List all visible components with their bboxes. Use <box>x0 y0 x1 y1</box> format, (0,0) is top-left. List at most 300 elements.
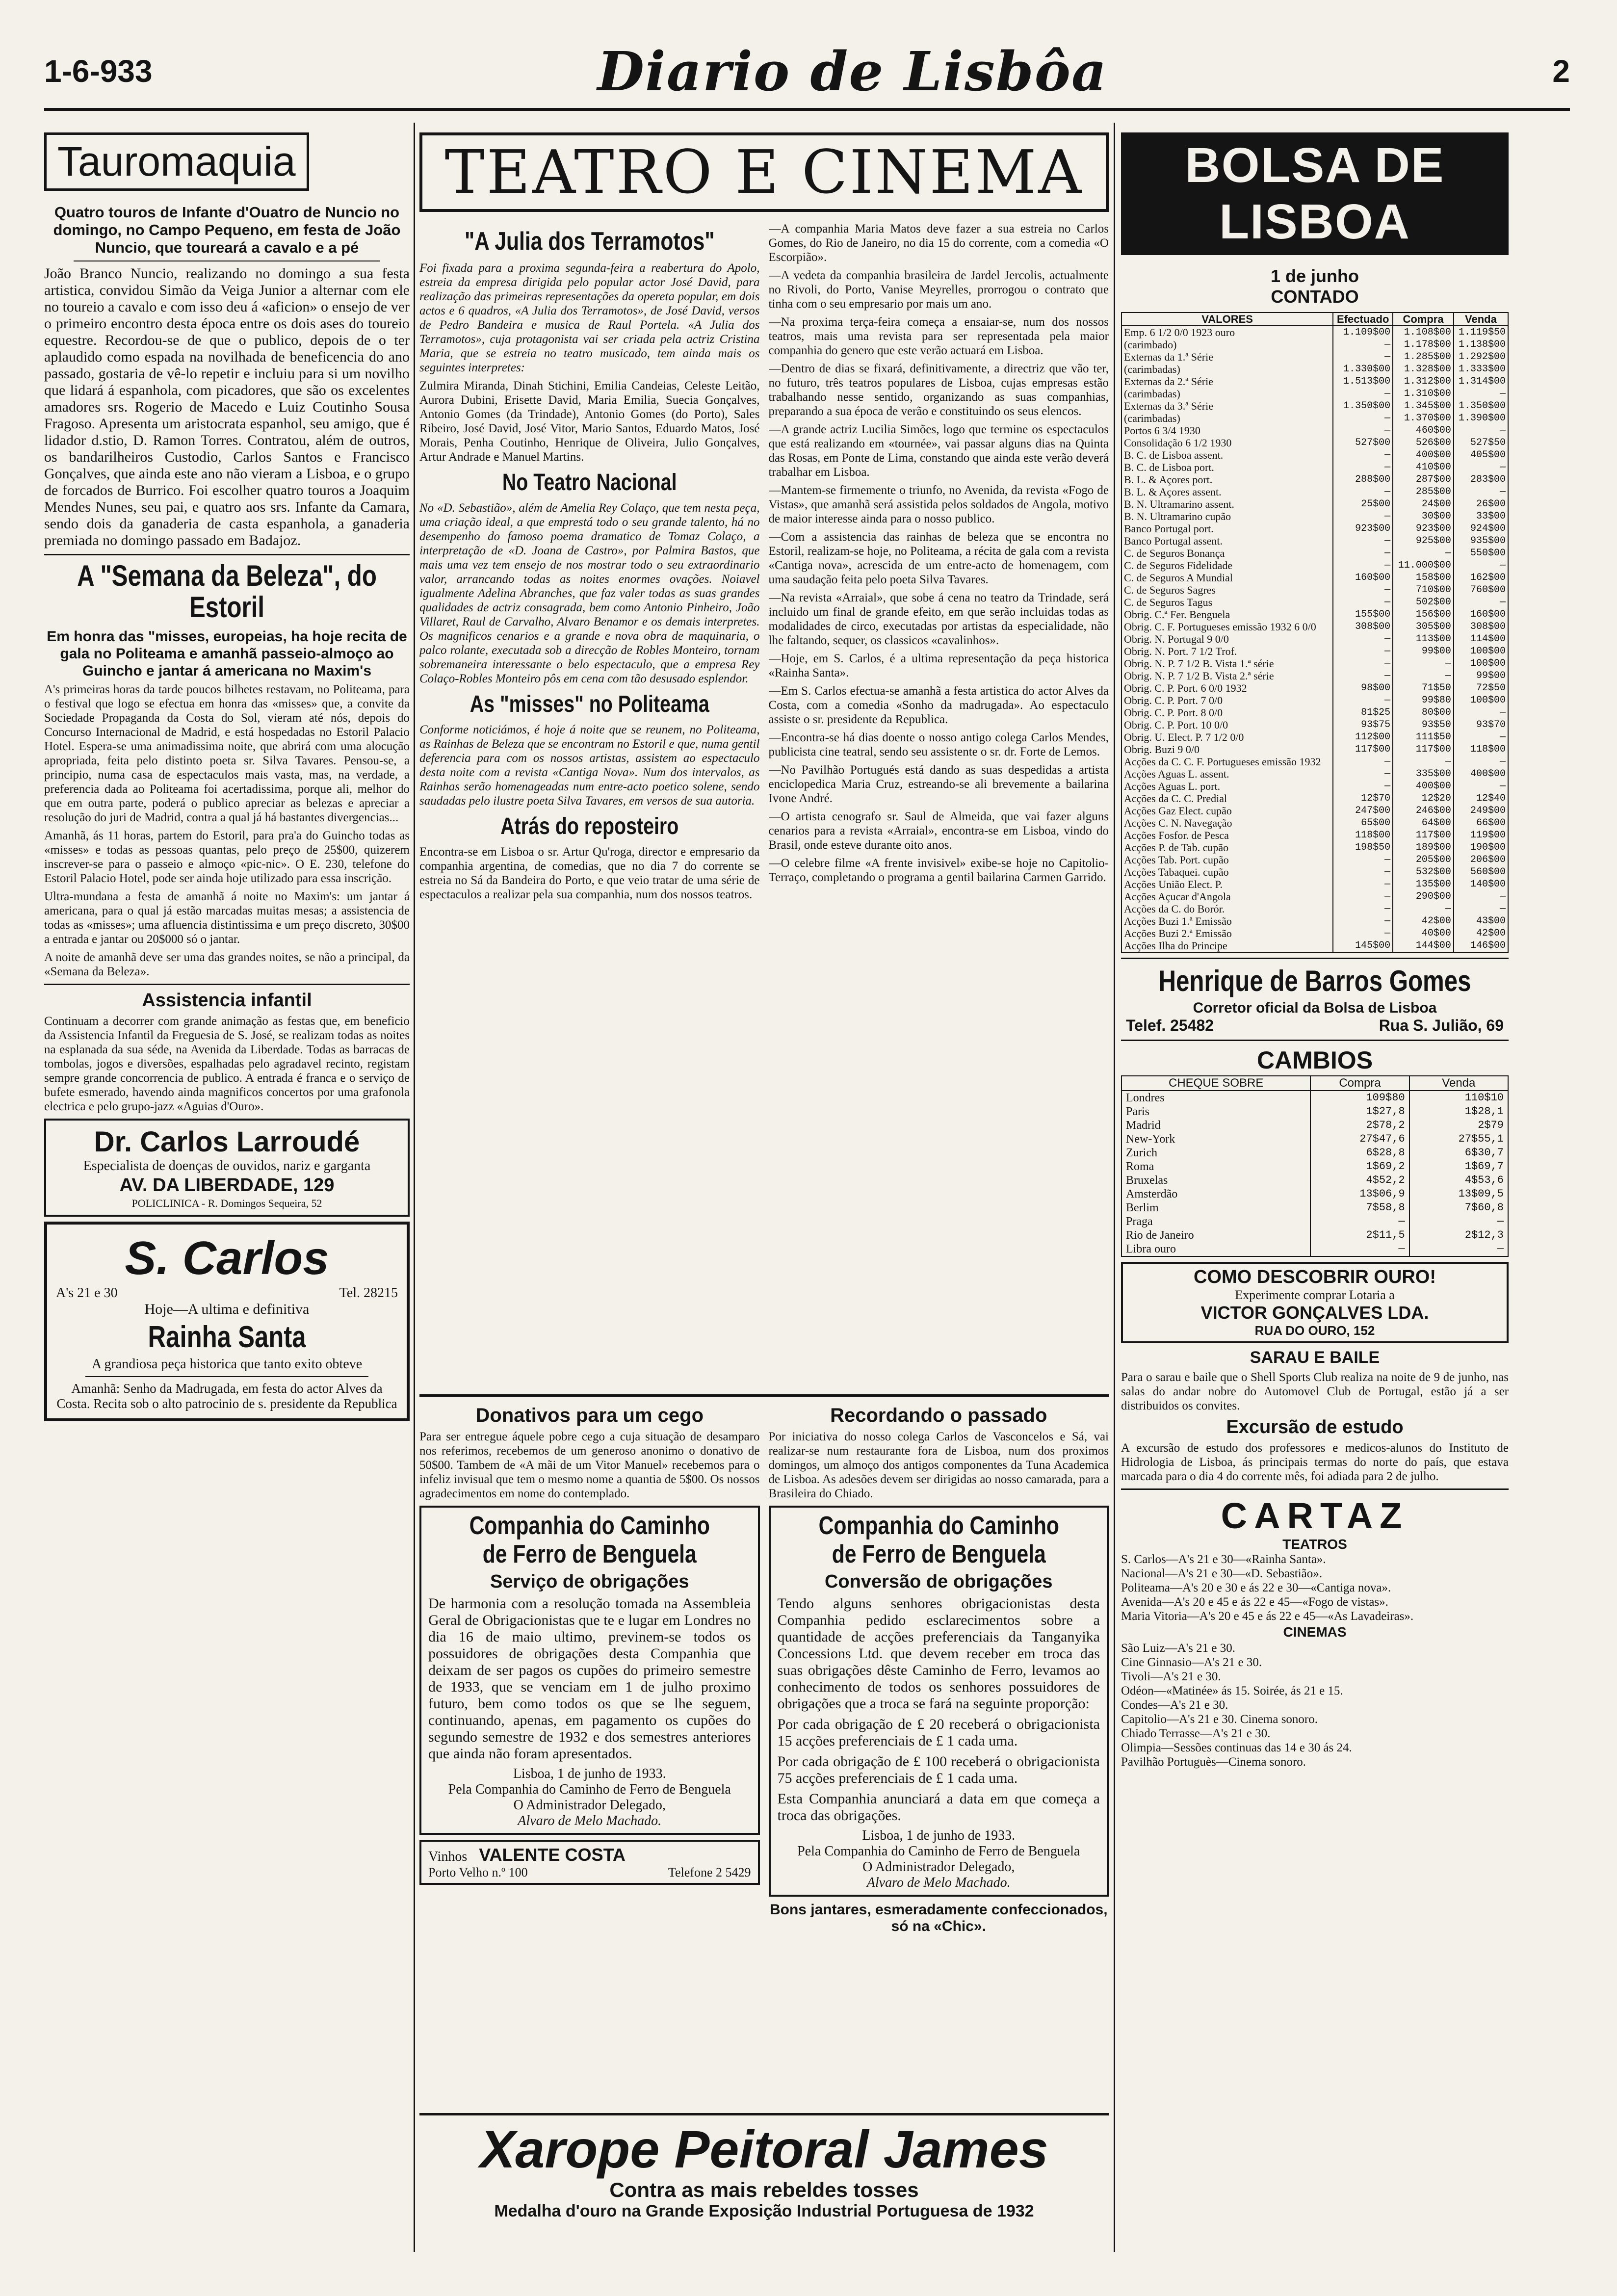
semana-beleza-paragraph: Amanhã, ás 11 horas, partem do Estoril, para pra'a do Guincho todas as «misses» e todas as pessoas quantas, pelo preço de 25$00, quizerem inscrever-se para o passeio e almoço «pic-nic». O E. 230, telefone do Estoril Palacio Hotel, pode ser ainda hoje utilizado para essa inscrição. <box>44 829 410 885</box>
bolsa-security: Obrig. C.ª Fer. Benguela <box>1121 608 1333 621</box>
bolsa-price: 26$00 <box>1454 498 1508 510</box>
bolsa-price: 288$00 <box>1333 473 1393 486</box>
bolsa-price: 25$00 <box>1333 498 1393 510</box>
ouro-ad <box>1121 1262 1509 1343</box>
scarlos-tel: Tel. 28215 <box>339 1285 398 1301</box>
bolsa-price: 93$70 <box>1454 719 1508 731</box>
barros-gomes-addr: Rua S. Julião, 69 <box>1379 1017 1504 1034</box>
bolsa-row <box>1121 326 1508 339</box>
bolsa-security: Obrig. N. Portugal 9 0/0 <box>1121 633 1333 645</box>
bolsa-row <box>1121 437 1508 449</box>
cambios-rate: 1$69,7 <box>1409 1160 1508 1174</box>
cambios-city: Londres <box>1121 1091 1310 1105</box>
bolsa-price: — <box>1333 351 1393 363</box>
bolsa-price: 532$00 <box>1393 866 1454 878</box>
cartaz-listing: Odéon—«Matinée» ás 15. Soirée, ás 21 e 15. <box>1121 1684 1343 1697</box>
bolsa-header: Venda <box>1454 313 1508 326</box>
bolsa-price: — <box>1454 559 1508 572</box>
bolsa-price: — <box>1333 424 1393 437</box>
bolsa-row <box>1121 866 1508 878</box>
column-teatro <box>419 132 1109 2247</box>
divider <box>419 2113 1109 2115</box>
bolsa-price: 113$00 <box>1393 633 1454 645</box>
bolsa-price: 1.138$00 <box>1454 339 1508 351</box>
cartaz-listing: Politeama—A's 20 e 30 e ás 22 e 30—«Cantiga nova». <box>1121 1581 1391 1594</box>
bolsa-price: 112$00 <box>1333 731 1393 743</box>
cambios-rate: 110$10 <box>1409 1091 1508 1105</box>
cambios-row <box>1121 1160 1508 1174</box>
divider <box>85 1376 368 1377</box>
masthead <box>44 34 1570 111</box>
bolsa-price: 111$50 <box>1393 731 1454 743</box>
cartaz-title: CARTAZ <box>1221 1495 1409 1536</box>
bolsa-price: 1.345$00 <box>1393 400 1454 412</box>
divider <box>419 1394 1109 1397</box>
teatro-note: —A vedeta da companhia brasileira de Jardel Jercolis, actualmente no Rivoli, do Porto, Vanise Meyrelles, prorrogou o contrato que tinha com o seu empresario por mais um ano. <box>768 269 1109 311</box>
benguela-servico-ad <box>419 1506 760 1835</box>
bolsa-row <box>1121 400 1508 412</box>
bolsa-row <box>1121 621 1508 633</box>
bolsa-security: B. N. Ultramarino assent. <box>1121 498 1333 510</box>
bolsa-price: — <box>1333 449 1393 461</box>
bolsa-price: 502$00 <box>1393 596 1454 608</box>
bolsa-security: Banco Portugal assent. <box>1121 535 1333 547</box>
bolsa-row <box>1121 645 1508 657</box>
bolsa-security: Externas da 3.ª Série <box>1121 400 1333 412</box>
bolsa-price: 206$00 <box>1454 854 1508 866</box>
benguela2-p2: Por cada obrigação de £ 100 receberá o obrigacionista 75 acções preferenciais de £ 1 cada uma. <box>777 1753 1100 1786</box>
bolsa-price: 924$00 <box>1454 522 1508 535</box>
semana-beleza-title: A "Semana da Beleza", do Estoril <box>77 559 377 624</box>
cambios-rate: 13$06,9 <box>1310 1187 1409 1201</box>
bolsa-price: 527$00 <box>1333 437 1393 449</box>
jantares-ad: Bons jantares, esmeradamente confeccionados, só na «Chic». <box>769 1902 1108 1934</box>
bolsa-price: — <box>1454 461 1508 473</box>
cartaz-listing: Olimpia—Sessões continuas das 14 e 30 ás 24. <box>1121 1741 1352 1754</box>
bolsa-row <box>1121 572 1508 584</box>
divider <box>44 554 410 555</box>
ouro-name: VICTOR GONÇALVES LDA. <box>1200 1303 1429 1323</box>
benguela2-sign1: Pela Companhia do Caminho de Ferro de Benguela <box>797 1844 1080 1859</box>
bolsa-price: 11.000$00 <box>1393 559 1454 572</box>
benguela2-date: Lisboa, 1 de junho de 1933. <box>862 1828 1016 1843</box>
benguela2-p1: Por cada obrigação de £ 20 receberá o obrigacionista 15 acções preferenciais de £ 1 cada uma. <box>777 1716 1100 1749</box>
bolsa-row <box>1121 486 1508 498</box>
cambios-table <box>1121 1075 1509 1257</box>
bolsa-row <box>1121 903 1508 915</box>
bolsa-price: 760$00 <box>1454 584 1508 596</box>
bolsa-price: 283$00 <box>1454 473 1508 486</box>
bolsa-price: 160$00 <box>1333 572 1393 584</box>
bolsa-header: VALORES <box>1121 313 1333 326</box>
bolsa-price: 1.328$00 <box>1393 363 1454 375</box>
bolsa-row <box>1121 682 1508 694</box>
bolsa-row <box>1121 694 1508 706</box>
bolsa-price: — <box>1333 510 1393 522</box>
cambios-row <box>1121 1242 1508 1256</box>
cambios-rate: 6$30,7 <box>1409 1146 1508 1160</box>
bolsa-price: — <box>1333 584 1393 596</box>
reposteiro-body: Encontra-se em Lisboa o sr. Artur Qu'roga, director e empresario da companhia argentina, de comedias, que no dia 7 do corrente se estreia no Sá da Bandeira do Porto, e que veio tratar de uma série de espectaculos a realizar pela sua companhia, num dos nossos teatros. <box>419 845 760 901</box>
bolsa-security: C. de Seguros A Mundial <box>1121 572 1333 584</box>
bolsa-row <box>1121 792 1508 805</box>
cartaz-listing: Capitolio—A's 21 e 30. Cinema sonoro. <box>1121 1713 1318 1726</box>
bolsa-price: 117$00 <box>1393 743 1454 756</box>
misses-title: As "misses" no Politeama <box>469 691 709 717</box>
masthead-date: 1-6-933 <box>44 53 153 89</box>
bolsa-price: — <box>1333 756 1393 768</box>
bolsa-price: — <box>1333 780 1393 792</box>
bolsa-row <box>1121 535 1508 547</box>
bolsa-security: Obrig. N. Port. 7 1/2 Trof. <box>1121 645 1333 657</box>
bolsa-price: 1.312$00 <box>1393 375 1454 388</box>
bolsa-price: 42$00 <box>1393 915 1454 927</box>
bolsa-price: 65$00 <box>1333 817 1393 829</box>
bolsa-row <box>1121 473 1508 486</box>
bolsa-price: — <box>1333 339 1393 351</box>
bolsa-price: 99$00 <box>1454 670 1508 682</box>
cartaz-listing: Tivoli—A's 21 e 30. <box>1121 1670 1221 1683</box>
benguela1-sign2: O Administrador Delegado, <box>513 1798 666 1813</box>
donativos-body: Para ser entregue áquele pobre cego a cuja situação de desamparo nos referimos, recebemos de um generoso anonimo o donativo de 50$00. Tambem de «A mãi de um Vitor Manuel» recebemos para o infeliz invisual que tem o mesmo nome a quantia de 5$00. Os nossos agradecimentos em nome do contemplado. <box>419 1430 760 1500</box>
bolsa-price: 100$00 <box>1454 645 1508 657</box>
benguela2-sign3: Alvaro de Melo Machado. <box>866 1875 1011 1890</box>
bolsa-price: 24$00 <box>1393 498 1454 510</box>
bolsa-price: 205$00 <box>1393 854 1454 866</box>
cambios-rate: 7$58,8 <box>1310 1201 1409 1215</box>
cambios-rate: 27$55,1 <box>1409 1132 1508 1146</box>
bolsa-security: Acções C. N. Navegação <box>1121 817 1333 829</box>
tauromaquia-body: João Branco Nuncio, realizando no domingo a sua festa artistica, convidou Simão da Veiga Junior a alternar com ele no toureio a cavalo e com isso deu á «aficion» o ensejo de ver o primeiro encontro desta época entre os dois ases do toureio equestre. Recordou-se de que o publico, depois de o ter aplaudido como espada na novilhada de beneficencia do ano passado, gostaria de vê-lo repetir e incluiu para si um novilho que lidará á espanhola, com picadores, que são os excelentes amadores srs. Rogerio de Macedo e Luiz Coutinho Sousa Fragoso. Apresenta um aristocrata espanhol, seu amigo, que é lidador d.stio, D. Ramon Torres. Contratou, além de outros, os bandarilheiros Custodio, Carlos Santos e Francisco Gonçalves, que ainda este ano não vieram a Lisboa, e o grupo de forcados de Burrico. Foi escolher quatro touros a Joaquim Mendes Nunes, seu pai, e quatro aos srs. Infante da Camara, sendo dois da ganaderia de casta espanhola, a ganaderia premiada no domingo passado em Badajoz. <box>44 265 410 548</box>
larroude-clinic: POLICLINICA - R. Domingos Sequeira, 52 <box>131 1197 322 1209</box>
benguela1-body: De harmonia com a resolução tomada na Assembleia Geral de Obrigacionistas que te e lugar em Londres no dia 16 de maio ultimo, previnem-se todos os possuidores de obrigações desta Companhia que deixam de ser pagos os cupões do primeiro semestre de 1933, que se venciam em 1 de julho proximo futuro, bem como todos os que se lhe seguem, continuando, apenas, em pagamento os cupões do segundo semestre de 1932 e dos semestres anteriores que ainda não foram apresentados. <box>428 1595 751 1762</box>
bolsa-price: 158$00 <box>1393 572 1454 584</box>
larroude-name: Dr. Carlos Larroudé <box>94 1126 360 1158</box>
cambios-rate: — <box>1409 1242 1508 1256</box>
bolsa-price: 305$00 <box>1393 621 1454 633</box>
bolsa-price: 1.314$00 <box>1454 375 1508 388</box>
bolsa-price: 66$00 <box>1454 817 1508 829</box>
teatro-note: —Com a assistencia das rainhas de beleza que se encontra no Estoril, realizam-se hoje, no Politeama, a récita de gala com a revista «Cantiga nova», acrescida de um entre-acto de homenagem, com uma saudação feita pelo poeta Silva Tavares. <box>768 530 1109 586</box>
divider <box>1121 1040 1509 1041</box>
scarlos-tomorrow: Amanhã: Senho da Madrugada, em festa do actor Alves da Costa. Recita sob o alto patrocinio de s. presidente da Republica <box>56 1381 397 1411</box>
bolsa-security: Obrig. C. P. Port. 7 0/0 <box>1121 694 1333 706</box>
bolsa-price: — <box>1333 854 1393 866</box>
bolsa-row <box>1121 559 1508 572</box>
bolsa-security: Acções Gaz Elect. cupão <box>1121 805 1333 817</box>
bolsa-price: 114$00 <box>1454 633 1508 645</box>
bolsa-price: — <box>1393 547 1454 559</box>
teatro-note: —Mantem-se firmemente o triunfo, no Avenida, da revista «Fogo de Vistas», que amanhã será assistida pelos soldados de Angola, motivo de maior interesse ainda para o nosso publico. <box>768 484 1109 525</box>
bolsa-row <box>1121 608 1508 621</box>
bolsa-price: — <box>1333 461 1393 473</box>
julia-cast: Zulmira Miranda, Dinah Stichini, Emilia Candeias, Celeste Leitão, Aurora Dubini, Erisette David, Maria Emilia, Suecia Gonçalves, Antonio Gomes (da Trindade), Antonio Gomes (do Porto), Sales Ribeiro, José David, José Vitor, Mario Santos, Eduardo Matos, José Morais, Penha Coutinho, Henrique de Oliveira, Julio Gonçalves, Artur Andrade e Manuel Martins. <box>419 379 760 464</box>
semana-beleza-paragraph: A's primeiras horas da tarde poucos bilhetes restavam, no Politeama, para o festival que logo se efectua em honra das «misses» que, a convite da Sociedade Propaganda da Costa do Sol, vieram até nós, depois do Concurso Internacional de Madrid, e está hospedadas no Estoril Palacio Hotel. Espera-se uma animadissima noite, que abrirá com uma alocução apropriada, feita pelo distinto poeta sr. Silva Tavares. Pensou-se, a principio, numa casa de espectaculos mais vasta, mas, na verdade, a preferencia dada ao Politeama foi acertadissima, porque ali, melhor do que em outra parte, poderá o publico apreciar as belezas e apreciar a resolução do juri de Madrid, contra a qual já há bastantes divergencias... <box>44 683 410 824</box>
bolsa-price: — <box>1333 547 1393 559</box>
cambios-row <box>1121 1187 1508 1201</box>
teatro-note: —O artista cenografo sr. Saul de Almeida, que vai fazer alguns cenarios para a revista «Arraial», encontra-se em Lisboa, vindo do Brasil, onde esteve durante oito anos. <box>768 810 1109 852</box>
column-rule <box>1114 123 1115 2252</box>
bolsa-price: 249$00 <box>1454 805 1508 817</box>
bolsa-price: 1.370$00 <box>1393 412 1454 424</box>
ouro-line: Experimente comprar Lotaria a <box>1235 1288 1395 1302</box>
bolsa-price: 1.119$50 <box>1454 326 1508 339</box>
scarlos-play: Rainha Santa <box>148 1320 306 1354</box>
bolsa-row <box>1121 841 1508 854</box>
bolsa-security: Acções Aguas L. port. <box>1121 780 1333 792</box>
bolsa-price: 400$00 <box>1393 780 1454 792</box>
bolsa-price: 400$00 <box>1454 768 1508 780</box>
cambios-rate: — <box>1310 1242 1409 1256</box>
tauromaquia-headline: Quatro touros de Infante d'Ouatro de Nuncio no domingo, no Campo Pequeno, em festa de João Nuncio, que toureará a cavalo e a pé <box>53 204 401 256</box>
benguela1-sign3: Alvaro de Melo Machado. <box>518 1813 662 1828</box>
bolsa-price: 1.330$00 <box>1333 363 1393 375</box>
bolsa-price: 1.513$00 <box>1333 375 1393 388</box>
bolsa-price: 81$25 <box>1333 706 1393 719</box>
bolsa-row <box>1121 388 1508 400</box>
cambios-rate: 2$11,5 <box>1310 1228 1409 1242</box>
benguela1-date: Lisboa, 1 de junho de 1933. <box>513 1766 666 1781</box>
bolsa-price: 118$00 <box>1454 743 1508 756</box>
cambios-row <box>1121 1119 1508 1132</box>
bolsa-row <box>1121 731 1508 743</box>
cambios-rate: 7$60,8 <box>1409 1201 1508 1215</box>
bolsa-price: — <box>1333 903 1393 915</box>
bolsa-security: Acções Ilha do Principe <box>1121 939 1333 952</box>
bolsa-price: 1.310$00 <box>1393 388 1454 400</box>
bolsa-price: 12$70 <box>1333 792 1393 805</box>
bolsa-row <box>1121 854 1508 866</box>
bolsa-security: Acções Aguas L. assent. <box>1121 768 1333 780</box>
bolsa-security: Banco Portugal port. <box>1121 522 1333 535</box>
bolsa-row <box>1121 939 1508 952</box>
cartaz-listing: Avenida—A's 20 e 45 e ás 22 e 45—«Fogo de vistas». <box>1121 1595 1388 1609</box>
bolsa-security: B. L. & Açores assent. <box>1121 486 1333 498</box>
bolsa-price: — <box>1333 694 1393 706</box>
bolsa-price: 93$75 <box>1333 719 1393 731</box>
cambios-rate: 13$09,5 <box>1409 1187 1508 1201</box>
cartaz-cinemas-label: CINEMAS <box>1283 1624 1347 1640</box>
bolsa-row <box>1121 706 1508 719</box>
bolsa-security: Obrig. C. F. Portugueses emissão 1932 6 0/0 <box>1121 621 1333 633</box>
barros-gomes-name: Henrique de Barros Gomes <box>1158 965 1471 997</box>
bolsa-row <box>1121 449 1508 461</box>
bolsa-price: — <box>1393 657 1454 670</box>
cambios-rate: 27$47,6 <box>1310 1132 1409 1146</box>
cambios-rate: 1$69,2 <box>1310 1160 1409 1174</box>
teatro-note: —Dentro de dias se fixará, definitivamente, a directriz que vão ter, no futuro, três teatros populares de Lisboa, cujas empresas estão trabalhando nesse sentido, organizando as suas companhias, preparando a sua época de verão e constituindo os seus elencos. <box>768 362 1109 418</box>
bolsa-price: 335$00 <box>1393 768 1454 780</box>
teatro-note: —A companhia Maria Matos deve fazer a sua estreia no Carlos Gomes, do Rio de Janeiro, no dia 15 do corrente, com a comedia «O Escorpião». <box>768 222 1109 264</box>
bolsa-security: B. C. de Lisboa assent. <box>1121 449 1333 461</box>
bolsa-price: 118$00 <box>1333 829 1393 841</box>
nacional-body: No «D. Sebastião», além de Amelia Rey Colaço, que tem nesta peça, uma criação ideal, a que emprestá todo o seu grande talento, há no desempenho do famoso poema dramatico de Tomaz Colaço, a interpretação de «D. Joana de Castro», por Palmira Bastos, que mais uma vez tem ensejo de nos mostrar todo o seu extraordinario valor, arrancando todas as noites enormes ovações. Noiavel igualmente Adelina Abranches, que faz valer todas as suas grandes qualidades de actriz consagrada, bem como Antonio Pinheiro, João Villaret, Raul de Carvalho, Alvaro Benamor e os demais interpretes. Os magnificos cenarios e a grande e nova obra de maquinaria, o palco rolante, executada sob a direcção de Robles Monteiro, tornam sobremaneira interessante o belo espectaculo, que a empresa Rey Colaço-Robles Monteiro pôs em cena com tão desusado esplendor. <box>419 501 760 685</box>
scarlos-ad <box>44 1222 410 1421</box>
larroude-ad <box>44 1119 410 1217</box>
cambios-rate: 1$27,8 <box>1310 1105 1409 1119</box>
scarlos-desc: A grandiosa peça historica que tanto exito obteve <box>91 1357 363 1372</box>
bolsa-price: — <box>1393 670 1454 682</box>
scarlos-title: S. Carlos <box>125 1232 329 1284</box>
bolsa-row <box>1121 817 1508 829</box>
cambios-rate: — <box>1409 1215 1508 1228</box>
cambios-row <box>1121 1215 1508 1228</box>
bolsa-price: — <box>1333 927 1393 939</box>
bolsa-price: — <box>1454 731 1508 743</box>
bolsa-security: B. N. Ultramarino cupão <box>1121 510 1333 522</box>
bolsa-price: 1.333$00 <box>1454 363 1508 375</box>
bolsa-price: 30$00 <box>1393 510 1454 522</box>
cambios-city: Roma <box>1121 1160 1310 1174</box>
bolsa-price: 72$50 <box>1454 682 1508 694</box>
reposteiro-title: Atrás do reposteiro <box>500 813 679 839</box>
teatro-note: —Encontra-se há dias doente o nosso antigo colega Carlos Mendes, publicista cine teatral, sendo seu assistente o sr. dr. Forte de Lemos. <box>768 731 1109 758</box>
bolsa-row <box>1121 510 1508 522</box>
bolsa-price: 162$00 <box>1454 572 1508 584</box>
bolsa-price: 100$00 <box>1454 694 1508 706</box>
recordando-body: Por iniciativa do nosso colega Carlos de Vasconcelos e Sá, vai realizar-se num restaurante fora de Lisboa, num dos proximos domingos, um almoço dos antigos componentes da Tuna Academica de Lisboa. As adesões devem ser dirigidas ao nosso camarada, para a Brasileira do Chiado. <box>768 1430 1109 1500</box>
bolsa-price: 925$00 <box>1393 535 1454 547</box>
cambios-rate: 1$28,1 <box>1409 1105 1508 1119</box>
cartaz-listing: Maria Vitoria—A's 20 e 45 e ás 22 e 45—«As Lavadeiras». <box>1121 1610 1414 1623</box>
bolsa-security: Obrig. N. P. 7 1/2 B. Vista 2.ª série <box>1121 670 1333 682</box>
larroude-specialty: Especialista de doenças de ouvidos, nariz e garganta <box>83 1158 371 1174</box>
bolsa-price: 155$00 <box>1333 608 1393 621</box>
bolsa-row <box>1121 596 1508 608</box>
xarope-medal: Medalha d'ouro na Grande Exposição Industrial Portuguesa de 1932 <box>494 2202 1034 2220</box>
bolsa-row <box>1121 915 1508 927</box>
cambios-city: Amsterdão <box>1121 1187 1310 1201</box>
semana-beleza-paragraph: A noite de amanhã deve ser uma das grandes noites, se não a principal, da «Semana da Beleza». <box>44 951 410 978</box>
cambios-rate: 2$79 <box>1409 1119 1508 1132</box>
bolsa-price: 145$00 <box>1333 939 1393 952</box>
bolsa-price: 923$00 <box>1393 522 1454 535</box>
cambios-city: New-York <box>1121 1132 1310 1146</box>
teatro-note: —Na proxima terça-feira começa a ensaiar-se, num dos nossos teatros, mais uma revista para ser representada pela maior companhia do genero que este verão actuará em Lisboa. <box>768 315 1109 357</box>
bolsa-security: Obrig. C. P. Port. 10 0/0 <box>1121 719 1333 731</box>
cartaz-listing: Chiado Terrasse—A's 21 e 30. <box>1121 1727 1271 1740</box>
bolsa-price: 119$00 <box>1454 829 1508 841</box>
bolsa-price: — <box>1333 768 1393 780</box>
bolsa-price: — <box>1454 388 1508 400</box>
cambios-rate: — <box>1310 1215 1409 1228</box>
bolsa-price: 923$00 <box>1333 522 1393 535</box>
vinhos-label: Vinhos <box>428 1849 468 1864</box>
cambios-header: CHEQUE SOBRE <box>1121 1076 1310 1091</box>
cartaz-listing: Condes—A's 21 e 30. <box>1121 1698 1228 1712</box>
cambios-row <box>1121 1201 1508 1215</box>
bolsa-security: Portos 6 3/4 1930 <box>1121 424 1333 437</box>
bolsa-price: — <box>1333 559 1393 572</box>
cambios-city: Rio de Janeiro <box>1121 1228 1310 1242</box>
bolsa-security: Emp. 6 1/2 0/0 1923 ouro <box>1121 326 1333 339</box>
bolsa-security: C. de Seguros Tagus <box>1121 596 1333 608</box>
bolsa-row <box>1121 633 1508 645</box>
bolsa-security: C. de Seguros Sagres <box>1121 584 1333 596</box>
bolsa-row <box>1121 743 1508 756</box>
bolsa-row <box>1121 768 1508 780</box>
cambios-row <box>1121 1132 1508 1146</box>
bolsa-security: B. C. de Lisboa port. <box>1121 461 1333 473</box>
bolsa-price: 99$80 <box>1393 694 1454 706</box>
cambios-row <box>1121 1146 1508 1160</box>
vinhos-product: Porto Velho n.º 100 <box>428 1865 528 1879</box>
bolsa-price: 99$00 <box>1393 645 1454 657</box>
assistencia-title: Assistencia infantil <box>142 990 312 1011</box>
cambios-header: Compra <box>1310 1076 1409 1091</box>
bolsa-security: Acções P. de Tab. cupão <box>1121 841 1333 854</box>
bolsa-security: C. de Seguros Fidelidade <box>1121 559 1333 572</box>
bolsa-security: Acções Tab. Port. cupão <box>1121 854 1333 866</box>
bolsa-price: 12$20 <box>1393 792 1454 805</box>
bolsa-price: 64$00 <box>1393 817 1454 829</box>
cambios-header: Venda <box>1409 1076 1508 1091</box>
misses-body: Conforme noticiámos, é hoje á noite que se reunem, no Politeama, as Rainhas de Beleza que se encontram no Estoril e que, numa gentil deferencia para com os nossos artistas, assistem ao espectaculo desta noite com a revista «Cantiga Nova». Num dos intervalos, as Rainhas serão homenageadas num entre-acto poetico solene, sendo saudadas pelo ilustre poeta Silva Tavares, em versos de sua autoria. <box>419 723 760 808</box>
scarlos-time: A's 21 e 30 <box>56 1285 118 1301</box>
vinhos-ad <box>419 1840 760 1885</box>
divider <box>44 984 410 985</box>
bolsa-price: 410$00 <box>1393 461 1454 473</box>
column-tauromaquia <box>44 132 410 2247</box>
bolsa-price: 80$00 <box>1393 706 1454 719</box>
barros-gomes-role: Corretor oficial da Bolsa de Lisboa <box>1193 1000 1437 1016</box>
cartaz-listing: Nacional—A's 21 e 30—«D. Sebastião». <box>1121 1567 1322 1580</box>
bolsa-header: Compra <box>1393 313 1454 326</box>
bolsa-price: 285$00 <box>1393 486 1454 498</box>
section-title-teatro: TEATRO E CINEMA <box>419 132 1109 212</box>
bolsa-price: 198$50 <box>1333 841 1393 854</box>
cambios-title: CAMBIOS <box>1256 1046 1373 1074</box>
cambios-row <box>1121 1091 1508 1105</box>
assistencia-body: Continuam a decorrer com grande animação as festas que, em beneficio da Assistencia Infantil da Freguesia de S. José, se realizam todas as noites na esplanada da sua séde, na Avenida da Liberdade. Todas as barracas de tombolas, jogos e diversões, espalhadas pelo agradavel recinto, registam sempre grande concorrencia de publico. A entrada é franca e o serviço de bufete esmerado, havendo ainda magnificos concertos por uma grafonola electrica e pelo grupo-jazz «Aguias d'Ouro». <box>44 1015 410 1113</box>
bolsa-row <box>1121 584 1508 596</box>
ouro-title: COMO DESCOBRIR OURO! <box>1194 1267 1436 1287</box>
bolsa-price: 33$00 <box>1454 510 1508 522</box>
bolsa-price: 710$00 <box>1393 584 1454 596</box>
bolsa-row <box>1121 363 1508 375</box>
bolsa-price: 1.350$00 <box>1454 400 1508 412</box>
bolsa-price: 93$50 <box>1393 719 1454 731</box>
xarope-title: Xarope Peitoral James <box>480 2119 1048 2179</box>
bolsa-price: 287$00 <box>1393 473 1454 486</box>
bolsa-contado: CONTADO <box>1271 287 1359 307</box>
bolsa-row <box>1121 719 1508 731</box>
cambios-row <box>1121 1105 1508 1119</box>
bolsa-price: 156$00 <box>1393 608 1454 621</box>
bolsa-price: 135$00 <box>1393 878 1454 890</box>
bolsa-price: 1.292$00 <box>1454 351 1508 363</box>
bolsa-row <box>1121 927 1508 939</box>
bolsa-security: Externas da 2.ª Série <box>1121 375 1333 388</box>
recordando-title: Recordando o passado <box>830 1405 1047 1426</box>
bolsa-price: — <box>1393 756 1454 768</box>
bolsa-security: Acções Buzi 2.ª Emissão <box>1121 927 1333 939</box>
bolsa-row <box>1121 339 1508 351</box>
bolsa-table <box>1121 312 1509 953</box>
divider <box>1121 958 1509 959</box>
section-title-bolsa: BOLSA DE LISBOA <box>1121 132 1509 255</box>
benguela2-body: Tendo alguns senhores obrigacionistas desta Companhia pedido esclarecimentos sobre a quantidade de acções preferenciais da Tanganyika Concessions Ltd. que devem receber em troca das suas obrigações dêste Caminho de Ferro, levamos ao conhecimento de todos os senhores possuidores de obrigações que a troca se fará na seguinte proporção: <box>777 1595 1100 1712</box>
column-bolsa <box>1121 132 1509 2247</box>
page-number: 2 <box>1552 53 1570 89</box>
bolsa-price: 1.285$00 <box>1393 351 1454 363</box>
bolsa-price: — <box>1333 878 1393 890</box>
cartaz-listing: São Luiz—A's 21 e 30. <box>1121 1642 1235 1655</box>
bolsa-security: Acções União Elect. P. <box>1121 878 1333 890</box>
cambios-city: Berlim <box>1121 1201 1310 1215</box>
benguela2-p3: Esta Companhia anunciará a data em que começa a troca das obrigações. <box>777 1791 1100 1824</box>
bolsa-price: — <box>1333 670 1393 682</box>
